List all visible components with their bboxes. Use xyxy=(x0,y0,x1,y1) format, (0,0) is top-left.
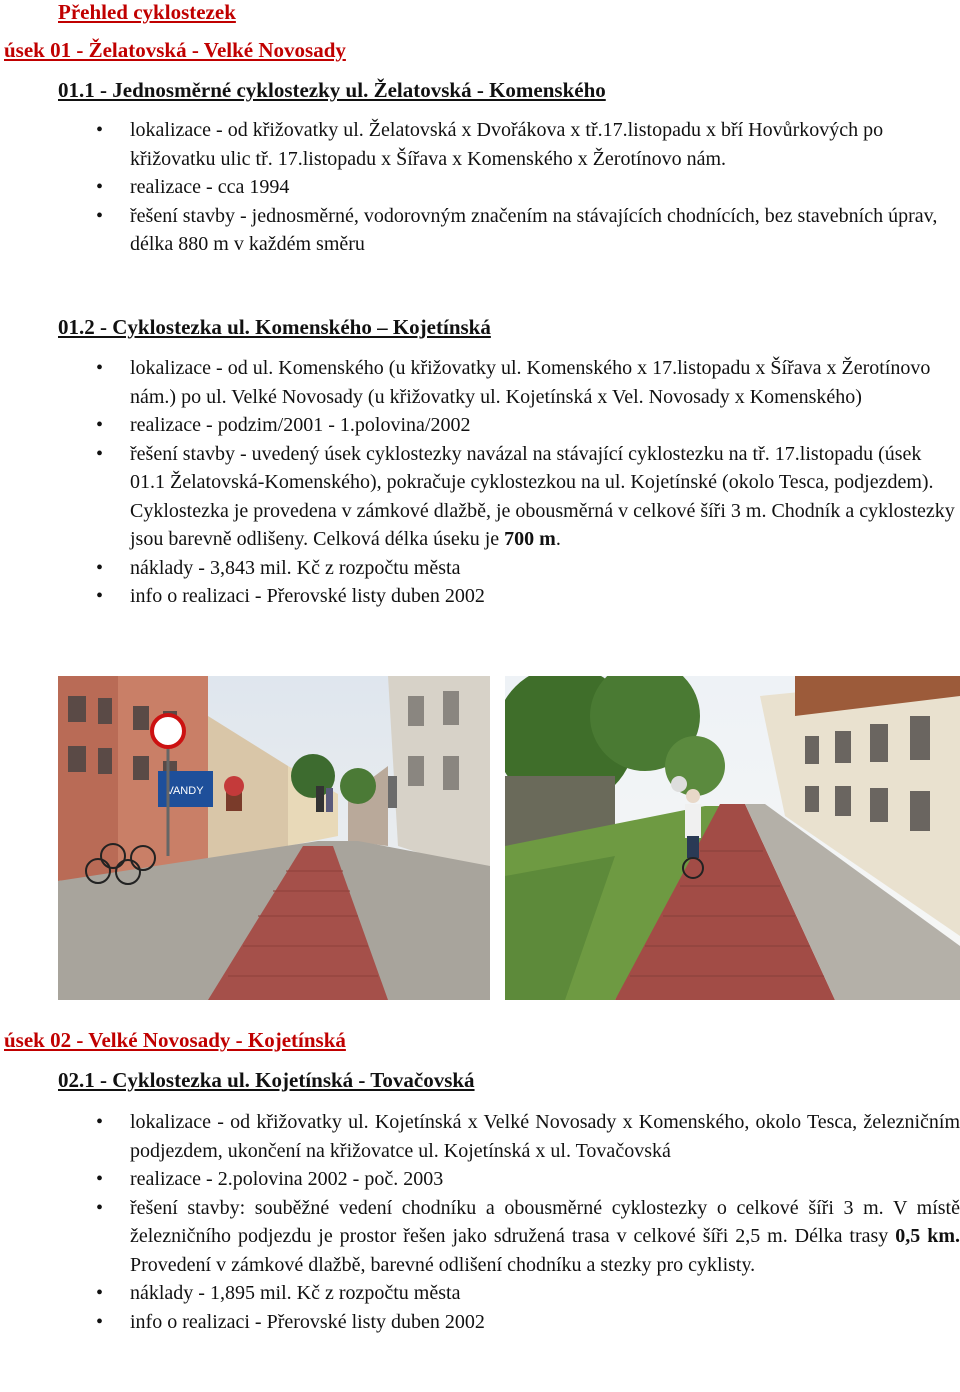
list-item: • náklady - 3,843 mil. Kč z rozpočtu města xyxy=(0,554,960,583)
list-item: • info o realizaci - Přerovské listy duben 2002 xyxy=(0,582,960,611)
bullet-icon: • xyxy=(96,585,104,607)
subsection-heading-01-2: 01.2 - Cyklostezka ul. Komenského – Kojetínská xyxy=(58,315,491,339)
bullet-icon: • xyxy=(96,357,104,379)
section-heading-02: úsek 02 - Velké Novosady - Kojetínská xyxy=(4,1028,346,1052)
list-01-2 xyxy=(0,354,960,611)
list-01-1 xyxy=(0,116,960,259)
bullet-icon: • xyxy=(96,1282,104,1304)
section-heading-01: úsek 01 - Želatovská - Velké Novosady xyxy=(4,38,346,62)
bullet-icon: • xyxy=(96,119,104,141)
traffic-sign-icon xyxy=(152,715,184,747)
list-item: • řešení stavby - uvedený úsek cyklostezky navázal na stávající cyklostezku na tř. 17.listopadu (úsek 01.1 Želatovská-Komenského), pokračuje cyklostezkou na ul. Kojetínské (okolo Tesca, podjezdem). Cyklostezka je provedena v zámkové dlažbě, je obousměrná v celkové šíři 3 m. Chodník a cyklostezky jsou barevně odlišeny. Celková délka úseku je 700 m. xyxy=(0,440,960,554)
bullet-icon: • xyxy=(96,204,104,227)
svg-text:VANDY: VANDY xyxy=(166,785,204,797)
bullet-icon: • xyxy=(96,442,104,465)
list-item: • náklady - 1,895 mil. Kč z rozpočtu města xyxy=(0,1279,960,1308)
list-item: • řešení stavby: souběžné vedení chodníku a obousměrné cyklostezky o celkové šíři 3 m. V místě železničního podjezdu je prostor řešen jako sdružená trasa v celkové šíři 2,5 m. Délka trasy 0,5 km. Provedení v zámkové dlažbě, barevné odlišení chodníku a stezky pro cyklisty. xyxy=(0,1194,960,1280)
list-02-1 xyxy=(0,1108,960,1336)
list-item: • info o realizaci - Přerovské listy duben 2002 xyxy=(0,1308,960,1337)
bullet-icon: • xyxy=(96,1196,104,1219)
bullet-icon: • xyxy=(96,414,104,436)
subsection-heading-02-1: 02.1 - Cyklostezka ul. Kojetínská - Tovačovská xyxy=(58,1068,475,1092)
photo-cyclepath-cyclist xyxy=(505,676,960,1000)
list-item: • lokalizace - od křižovatky ul. Želatovská x Dvořákova x tř.17.listopadu x bří Hovůrkových po křižovatku ulic tř. 17.listopadu x Šířava x Komenského x Žerotínovo nám. xyxy=(0,116,960,173)
bullet-icon: • xyxy=(96,1111,104,1133)
list-item: • lokalizace - od křižovatky ul. Kojetínská x Velké Novosady x Komenského, okolo Tesca, železničním podjezdem, ukončení na křižovatce ul. Kojetínská x ul. Tovačovská xyxy=(0,1108,960,1165)
list-item: • realizace - podzim/2001 - 1.polovina/2002 xyxy=(0,411,960,440)
bullet-icon: • xyxy=(96,176,104,198)
page-title: Přehled cyklostezek xyxy=(58,0,236,24)
list-item: • realizace - cca 1994 xyxy=(0,173,960,202)
photo-cyclepath-komenskeho xyxy=(58,676,490,1000)
bullet-icon: • xyxy=(96,1168,104,1190)
subsection-heading-01-1: 01.1 - Jednosměrné cyklostezky ul. Želatovská - Komenského xyxy=(58,78,606,102)
list-item: • řešení stavby - jednosměrné, vodorovným značením na stávajících chodnících, bez stavebních úprav, délka 880 m v každém směru xyxy=(0,202,960,259)
bullet-icon: • xyxy=(96,1310,104,1333)
list-item: • lokalizace - od ul. Komenského (u křižovatky ul. Komenského x 17.listopadu x Šířava x Žerotínovo nám.) po ul. Velké Novosady (u křižovatky ul. Kojetínská x Vel. Novosady x Komenského) xyxy=(0,354,960,411)
bullet-icon: • xyxy=(96,556,104,579)
list-item: • realizace - 2.polovina 2002 - poč. 2003 xyxy=(0,1165,960,1194)
